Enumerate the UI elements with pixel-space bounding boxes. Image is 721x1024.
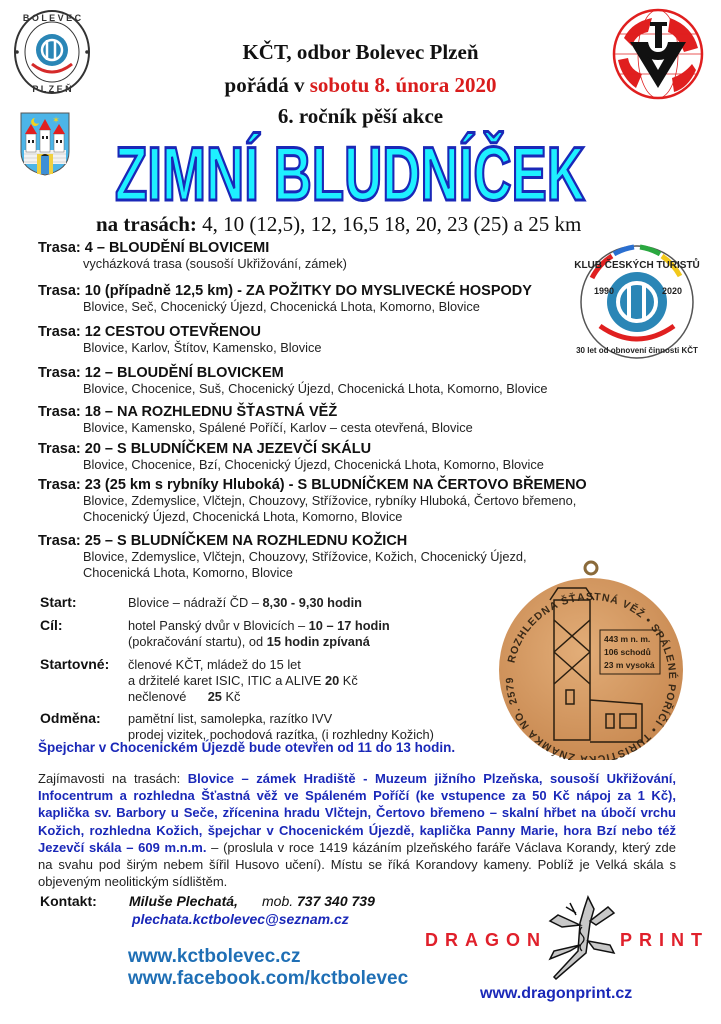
route-description: Chocenická Lhota, Komorno, Blovice (83, 565, 293, 580)
route-label: Trasa: (38, 533, 81, 549)
route-item (38, 404, 473, 436)
route-label: Trasa: (38, 283, 81, 299)
route-description: Chocenický Újezd, Chocenická Lhota, Komorno, Blovice (83, 509, 403, 524)
route-title (38, 533, 527, 549)
route-item (38, 324, 322, 356)
route-description: Blovice, Zdemyslice, Vlčtejn, Chouzovy, Střížovice, Kožich, Chocenický Újezd, (83, 549, 527, 564)
routes-summary (96, 212, 581, 237)
route-label: Trasa: (38, 240, 81, 256)
sponsor-website-link[interactable]: www.dragonprint.cz (480, 985, 633, 1002)
route-description: Blovice, Seč, Chocenický Újezd, Chocenická Lhota, Komorno, Blovice (83, 299, 480, 314)
reward-line2: prodej vizitek, pochodová razítka, (i rozhledny Kožich) (128, 727, 434, 742)
club-website-link[interactable]: www.kctbolevec.cz (128, 946, 301, 967)
medal-steps: 106 schodů (604, 647, 651, 657)
route-name: 10 (případně 12,5 km) - ZA POŽITKY DO MYSLIVECKÉ HOSPODY (80, 283, 532, 299)
route-title (38, 477, 587, 493)
medal-ring-text: ROZHLEDNA ŠŤASTNÁ VĚŽ • SPÁLENÉ POŘÍČÍ • TURISTICKÁ ZNÁMKA NO. 2579 (503, 590, 679, 760)
fee-line2: a držitelé karet ISIC, ITIC a ALIVE 20 Kč (128, 673, 358, 688)
svg-text:P L Z E Ň: P L Z E Ň (32, 84, 72, 94)
fee-label: Startovné: (40, 656, 110, 672)
reward-label: Odměna: (40, 710, 101, 726)
poi-rest: – (proslula v roce 1419 kázáním plzeňského faráře Václava Korandy, který zde na svahu pod širým nebem šířil Husovo učení). Místu se říká Korandovy kameny. Poblíž je Velká skála s objeveným neolitickým sídlištěm. (38, 839, 676, 890)
edition-line: 6. ročník pěší akce (277, 104, 444, 128)
fee-line1: členové KČT, mládež do 15 let (128, 657, 301, 672)
granary-opening-note: Špejchar v Chocenickém Újezdě bude otevřen od 11 do 13 hodin. (38, 740, 456, 755)
dragon-lizard-logo (540, 893, 620, 981)
route-name: 23 (25 km s rybníky Hluboká) - S BLUDNÍČKEM NA ČERTOVO BŘEMENO (80, 477, 587, 493)
points-of-interest (38, 770, 676, 890)
route-item (38, 441, 544, 473)
reward-line1: pamětní list, samolepka, razítko IVV (128, 711, 333, 726)
sponsor-name-right: PRINT (620, 930, 709, 950)
route-title (38, 324, 322, 340)
route-item (38, 365, 547, 397)
svg-text:KLUB ČESKÝCH TURISTŮ: KLUB ČESKÝCH TURISTŮ (574, 260, 700, 271)
lookout-tower-medal (496, 560, 686, 760)
route-name: 20 – S BLUDNÍČKEM NA JEZEVČÍ SKÁLU (80, 441, 372, 457)
poi-highlight: Blovice – zámek Hradiště - Muzeum jižního Plzeňska, sousoší Ukřižování, Infocentrum a rozhledna Šťastná věž ve Spáleném Poříčí (ke vstupence za 50 Kč nápoj za 1 Kč), kaplička sv. Barbory u Seče, zřícenina hradu Vlčtejn, Čertovo břemeno – skalní hřbet na úbočí vrchu Kožich, rozhledna Kožich, špejchar v Chocenickém Újezdě, kaplička Panny Marie, hora Bzí nebo též Jezevčí skála – 609 m.n.m. (38, 771, 677, 855)
route-title (38, 404, 473, 420)
route-item (38, 533, 527, 581)
routes-summary-values: 4, 10 (12,5), 12, 16,5 18, 20, 23 (25) a 25 km (196, 212, 582, 236)
route-title (38, 365, 547, 381)
route-item (38, 283, 532, 315)
route-label: Trasa: (38, 324, 81, 340)
route-name: 18 – NA ROZHLEDNU ŠŤASTNÁ VĚŽ (80, 404, 338, 420)
finish-label: Cíl: (40, 617, 63, 633)
route-label: Trasa: (38, 365, 81, 381)
route-description: Blovice, Kamensko, Spálené Poříčí, Karlov – cesta otevřená, Blovice (83, 420, 473, 435)
poi-prefix: Zajímavosti na trasách: (38, 771, 188, 786)
date-line (0, 73, 721, 98)
route-description: Blovice, Karlov, Štítov, Kamensko, Blovice (83, 340, 322, 355)
svg-text:2020: 2020 (662, 286, 683, 296)
organizer-line: KČT, odbor Bolevec Plzeň (242, 40, 479, 64)
sponsor-name-left: DRAGON (425, 930, 547, 950)
svg-text:1990: 1990 (594, 286, 615, 296)
finish-value-line2: (pokračování startu), od 15 hodin zpívaná (128, 634, 370, 649)
route-name: 25 – S BLUDNÍČKEM NA ROZHLEDNU KOŽICH (80, 533, 408, 549)
route-description: Blovice, Zdemyslice, Vlčtejn, Chouzovy, Střížovice, rybníky Hluboká, Čertovo břemeno, (83, 493, 577, 508)
route-item (38, 477, 587, 525)
facebook-link[interactable]: www.facebook.com/kctbolevec (128, 968, 409, 989)
medal-altitude: 443 m n. m. (604, 634, 651, 644)
route-label: Trasa: (38, 441, 81, 457)
route-name: 4 – BLOUDĚNÍ BLOVICEMI (80, 240, 270, 256)
route-name: 12 – BLOUDĚNÍ BLOVICKEM (80, 365, 284, 381)
medal-height: 23 m vysoká (604, 660, 655, 670)
route-description: Blovice, Chocenice, Suš, Chocenický Újezd, Chocenická Lhota, Komorno, Blovice (83, 381, 548, 396)
route-label: Trasa: (38, 477, 81, 493)
routes-summary-label: na trasách: (96, 212, 197, 236)
route-description: Blovice, Chocenice, Bzí, Chocenický Újezd, Chocenická Lhota, Komorno, Blovice (83, 457, 544, 472)
contact-phone: mob. 737 340 739 (262, 893, 375, 909)
contact-label: Kontakt: (40, 893, 97, 909)
kct-30-years-logo (572, 240, 702, 360)
svg-text:B O L E V E C: B O L E V E C (22, 13, 82, 23)
event-title (110, 130, 590, 210)
event-title-text: ZIMNÍ BLUDNÍČEK (115, 132, 586, 210)
route-title (38, 240, 347, 256)
route-item (38, 240, 347, 272)
route-label: Trasa: (38, 404, 81, 420)
svg-text:✶: ✶ (52, 115, 60, 125)
finish-value: hotel Panský dvůr v Blovicích – 10 – 17 hodin (128, 618, 390, 633)
start-label: Start: (40, 594, 77, 610)
fee-line3: nečlenové 25 Kč (128, 689, 241, 704)
route-title (38, 283, 532, 299)
route-description: vycházková trasa (sousoší Ukřižování, zámek) (83, 256, 347, 271)
contact-name: Miluše Plechatá, (129, 893, 238, 909)
event-date: sobotu 8. února 2020 (309, 73, 497, 97)
svg-text:30 let od obnovení činnosti KČ: 30 let od obnovení činnosti KČT (576, 346, 698, 355)
route-name: 12 CESTOU OTEVŘENOU (80, 324, 261, 340)
contact-email-link[interactable]: plechata.kctbolevec@seznam.cz (132, 911, 349, 927)
route-title (38, 441, 544, 457)
date-prefix: pořádá v (224, 73, 310, 97)
start-value: Blovice – nádraží ČD – 8,30 - 9,30 hodin (128, 595, 363, 610)
